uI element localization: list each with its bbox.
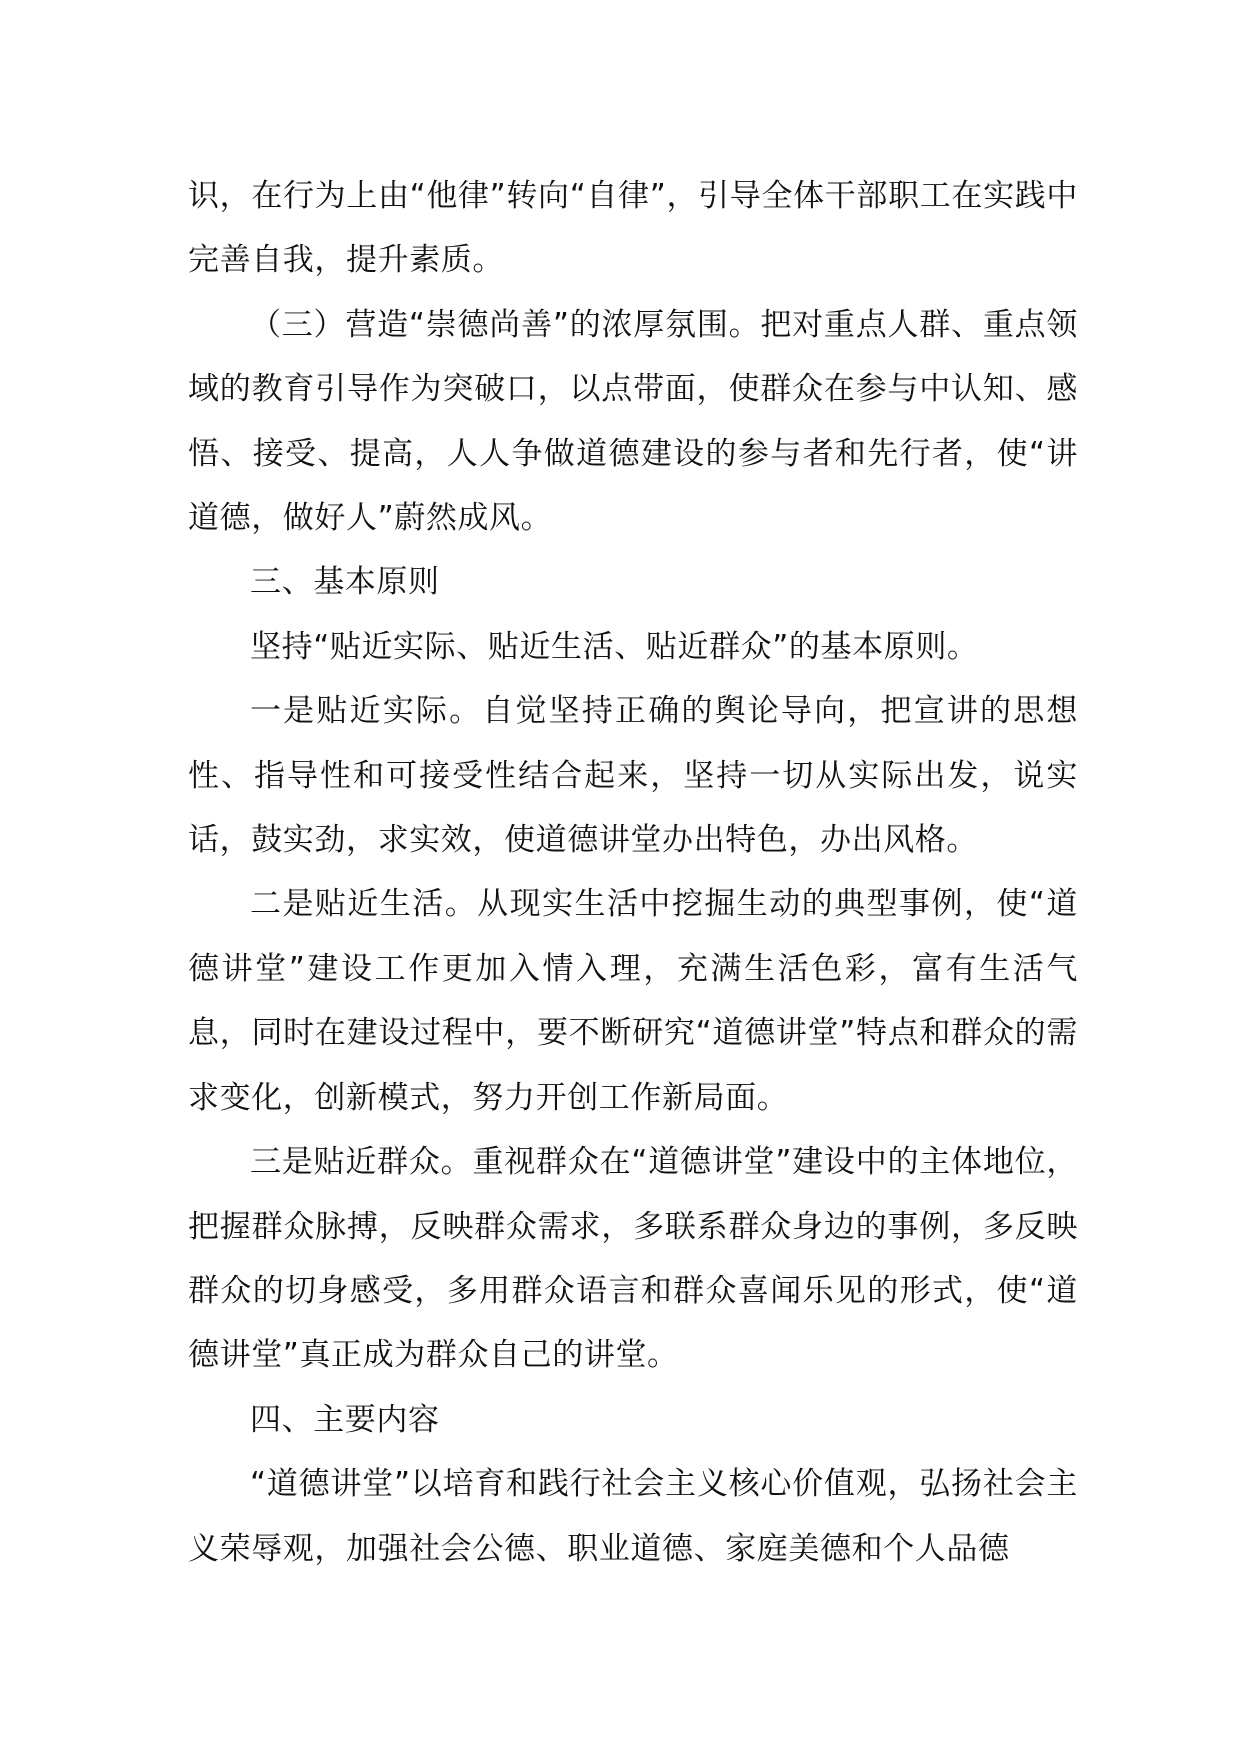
paragraph-principle-masses: 三是贴近群众。重视群众在“道德讲堂”建设中的主体地位，把握群众脉搏，反映群众需求，多联系群众身边的事例，多反映群众的切身感受，多用群众语言和群众喜闻乐见的形式，使“道德讲堂”真正成为群众自己的讲堂。	[188, 1144, 1078, 1374]
heading-main-content: 四、主要内容	[250, 1401, 440, 1438]
document-body	[188, 164, 1078, 1581]
paragraph-principle-life: 二是贴近生活。从现实生活中挖掘生动的典型事例，使“道德讲堂”建设工作更加入情入理，充满生活色彩，富有生活气息，同时在建设过程中，要不断研究“道德讲堂”特点和群众的需求变化，创新模式，努力开创工作新局面。	[188, 886, 1078, 1116]
paragraph-principle-reality: 一是贴近实际。自觉坚持正确的舆论导向，把宣讲的思想性、指导性和可接受性结合起来，坚持一切从实际出发，说实话，鼓实劲，求实效，使道德讲堂办出特色，办出风格。	[188, 693, 1078, 859]
paragraph-principles-summary: 坚持“贴近实际、贴近生活、贴近群众”的基本原则。	[250, 628, 979, 665]
heading-basic-principles: 三、基本原则	[250, 564, 440, 601]
paragraph-section-three-atmosphere: （三）营造“崇德尚善”的浓厚氛围。把对重点人群、重点领域的教育引导作为突破口，以点带面，使群众在参与中认知、感悟、接受、提高，人人争做道德建设的参与者和先行者，使“讲道德，做好人”蔚然成风。	[188, 306, 1078, 537]
paragraph-continuation: 识，在行为上由“他律”转向“自律”，引导全体干部职工在实践中完善自我，提升素质。	[188, 178, 1078, 279]
paragraph-main-content-intro: “道德讲堂”以培育和践行社会主义核心价值观，弘扬社会主义荣辱观，加强社会公德、职业道德、家庭美德和个人品德	[188, 1466, 1078, 1567]
